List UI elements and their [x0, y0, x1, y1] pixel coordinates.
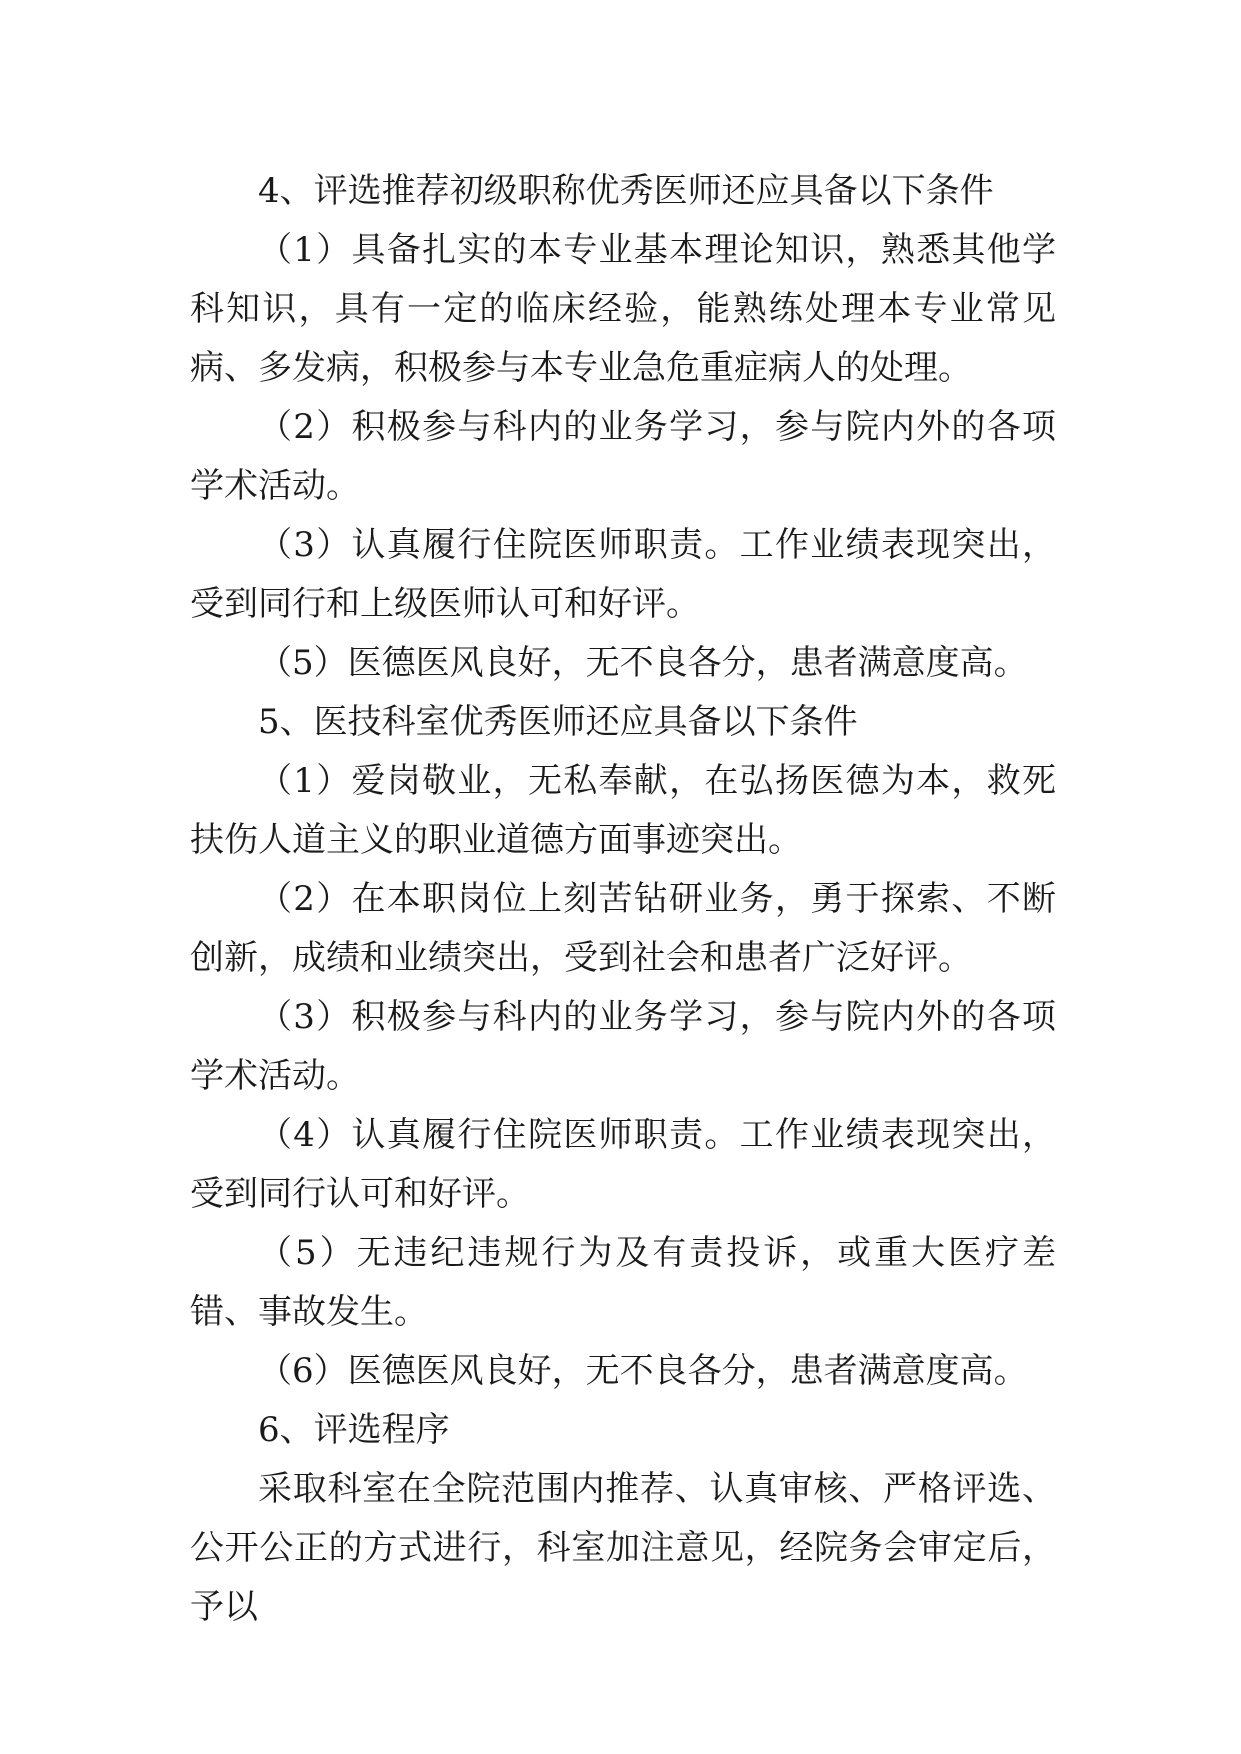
paragraph: （4）认真履行住院医师职责。工作业绩表现突出，受到同行认可和好评。 — [190, 1115, 1056, 1214]
document-body — [190, 162, 1056, 1637]
paragraph: （1）具备扎实的本专业基本理论知识，熟悉其他学科知识，具有一定的临床经验，能熟练处理本专业常见病、多发病，积极参与本专业急危重症病人的处理。 — [190, 230, 1056, 388]
paragraph: 采取科室在全院范围内推荐、认真审核、严格评选、公开公正的方式进行，科室加注意见，经院务会审定后，予以 — [190, 1469, 1056, 1627]
paragraph: （5）医德医风良好，无不良各分，患者满意度高。 — [258, 643, 1028, 683]
paragraph: （2）积极参与科内的业务学习，参与院内外的各项学术活动。 — [190, 407, 1056, 506]
paragraph: （3）认真履行住院医师职责。工作业绩表现突出，受到同行和上级医师认可和好评。 — [190, 525, 1056, 624]
section-heading-5: 5、医技科室优秀医师还应具备以下条件 — [258, 702, 858, 742]
paragraph: （1）爱岗敬业，无私奉献，在弘扬医德为本，救死扶伤人道主义的职业道德方面事迹突出。 — [190, 761, 1056, 860]
section-heading-6: 6、评选程序 — [258, 1410, 450, 1450]
paragraph: （3）积极参与科内的业务学习，参与院内外的各项学术活动。 — [190, 997, 1056, 1096]
paragraph: （6）医德医风良好，无不良各分，患者满意度高。 — [258, 1351, 1028, 1391]
paragraph: （2）在本职岗位上刻苦钻研业务，勇于探索、不断创新，成绩和业绩突出，受到社会和患者广泛好评。 — [190, 879, 1056, 978]
section-heading-4: 4、评选推荐初级职称优秀医师还应具备以下条件 — [258, 171, 994, 211]
paragraph: （5）无违纪违规行为及有责投诉，或重大医疗差错、事故发生。 — [190, 1233, 1056, 1332]
